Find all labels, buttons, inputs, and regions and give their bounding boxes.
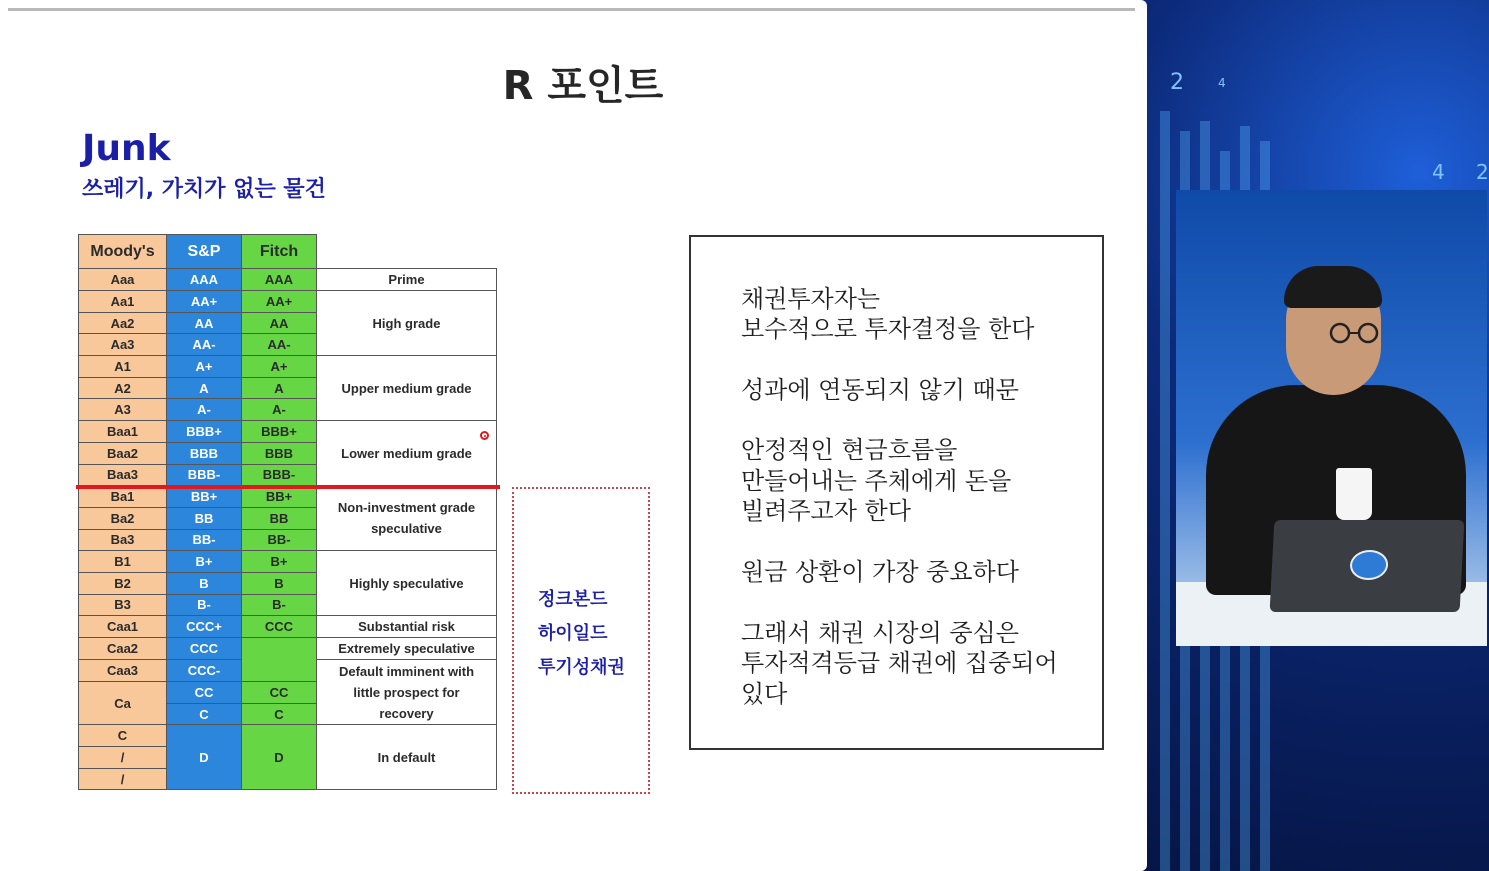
grade-cell: Prime xyxy=(317,269,497,291)
moodys-cell: Ba1 xyxy=(79,486,167,508)
grade-cell xyxy=(317,660,497,725)
header-moodys: Moody's xyxy=(79,235,167,269)
fitch-cell: CCC xyxy=(242,616,317,638)
moodys-cell: Caa3 xyxy=(79,660,167,682)
header-blank xyxy=(317,235,497,269)
moodys-cell: Baa1 xyxy=(79,421,167,443)
fitch-cell: B- xyxy=(242,594,317,616)
fitch-cell: C xyxy=(242,703,317,725)
explanation-line: 안정적인 현금흐름을 xyxy=(741,436,958,464)
sp-cell: B+ xyxy=(167,551,242,573)
laptop-logo-icon xyxy=(1349,550,1389,580)
sp-cell: D xyxy=(167,725,242,790)
grade-line: little prospect for xyxy=(353,684,460,700)
table-row xyxy=(79,291,497,313)
sp-cell: BBB- xyxy=(167,464,242,486)
fitch-cell: AA+ xyxy=(242,291,317,313)
explanation-line: 투자적격등급 채권에 집중되어 xyxy=(741,649,1058,677)
sp-cell: BB- xyxy=(167,529,242,551)
fitch-cell: BB+ xyxy=(242,486,317,508)
laser-pointer-dot xyxy=(480,431,489,440)
sp-cell: B- xyxy=(167,594,242,616)
sp-cell: AA- xyxy=(167,334,242,356)
decorative-number: 4 xyxy=(1432,160,1445,184)
junk-term: 정크본드 xyxy=(538,589,608,610)
grade-cell: Upper medium grade xyxy=(317,356,497,421)
moodys-cell: / xyxy=(79,768,167,790)
moodys-cell: Aa2 xyxy=(79,312,167,334)
junk-definition: 쓰레기, 가치가 없는 물건 xyxy=(82,177,326,202)
grade-cell: Substantial risk xyxy=(317,616,497,638)
junk-heading: Junk xyxy=(82,128,171,169)
decorative-number: 2 xyxy=(1476,160,1489,184)
fitch-cell: BBB xyxy=(242,442,317,464)
table-row xyxy=(79,725,497,747)
sp-cell: CCC xyxy=(167,638,242,660)
slide-title: R 포인트 xyxy=(502,63,664,109)
speaker-hair xyxy=(1284,266,1382,308)
sp-cell: AA xyxy=(167,312,242,334)
fitch-cell: AA xyxy=(242,312,317,334)
moodys-cell: B3 xyxy=(79,594,167,616)
credit-rating-table xyxy=(78,234,497,790)
fitch-cell: AAA xyxy=(242,269,317,291)
speaker-webcam xyxy=(1176,190,1487,646)
moodys-cell: Aa1 xyxy=(79,291,167,313)
grade-cell: High grade xyxy=(317,291,497,356)
junk-term: 하이일드 xyxy=(538,623,608,644)
sp-cell: BB+ xyxy=(167,486,242,508)
decorative-number: 4 xyxy=(1218,76,1226,90)
grade-line: Non-investment grade xyxy=(337,500,476,516)
decorative-number: 2 xyxy=(1170,70,1184,95)
moodys-cell: / xyxy=(79,747,167,769)
fitch-cell: B+ xyxy=(242,551,317,573)
moodys-cell: Baa3 xyxy=(79,464,167,486)
sp-cell: A xyxy=(167,377,242,399)
sp-cell: CCC- xyxy=(167,660,242,682)
table-row xyxy=(79,638,497,660)
moodys-cell: C xyxy=(79,725,167,747)
moodys-cell: A3 xyxy=(79,399,167,421)
grade-cell: Extremely speculative xyxy=(317,638,497,660)
junk-bond-terms-box xyxy=(512,487,650,794)
explanation-box xyxy=(689,235,1104,750)
grade-cell: Highly speculative xyxy=(317,551,497,616)
moodys-cell: B2 xyxy=(79,572,167,594)
sp-cell: A- xyxy=(167,399,242,421)
fitch-cell: BBB+ xyxy=(242,421,317,443)
sp-cell: C xyxy=(167,703,242,725)
table-row xyxy=(79,421,497,443)
sp-cell: BBB+ xyxy=(167,421,242,443)
explanation-line: 원금 상환이 가장 중요하다 xyxy=(741,558,1019,586)
fitch-cell: A xyxy=(242,377,317,399)
grade-line: recovery xyxy=(379,705,434,721)
table-row xyxy=(79,269,497,291)
moodys-cell: B1 xyxy=(79,551,167,573)
grade-line: Default imminent with xyxy=(338,663,475,679)
fitch-cell xyxy=(242,638,317,682)
moodys-cell: Aa3 xyxy=(79,334,167,356)
slide-top-border xyxy=(8,8,1135,11)
explanation-line: 보수적으로 투자결정을 한다 xyxy=(741,315,1035,343)
fitch-cell: D xyxy=(242,725,317,790)
paper-cup xyxy=(1336,468,1372,520)
decorative-bar xyxy=(1160,111,1170,871)
explanation-line: 채권투자자는 xyxy=(741,285,881,313)
moodys-cell: Ba3 xyxy=(79,529,167,551)
moodys-cell: Caa2 xyxy=(79,638,167,660)
fitch-cell: BB xyxy=(242,507,317,529)
moodys-cell: Ca xyxy=(79,682,167,725)
header-fitch: Fitch xyxy=(242,235,317,269)
grade-cell xyxy=(317,486,497,551)
glasses-icon xyxy=(1326,322,1386,344)
moodys-cell: Aaa xyxy=(79,269,167,291)
sp-cell: BB xyxy=(167,507,242,529)
explanation-line: 빌려주고자 한다 xyxy=(741,497,911,525)
header-sp: S&P xyxy=(167,235,242,269)
table-row xyxy=(79,356,497,378)
explanation-line: 만들어내는 주체에게 돈을 xyxy=(741,467,1012,495)
moodys-cell: Ba2 xyxy=(79,507,167,529)
explanation-line: 그래서 채권 시장의 중심은 xyxy=(741,619,1019,647)
sp-cell: A+ xyxy=(167,356,242,378)
moodys-cell: A1 xyxy=(79,356,167,378)
moodys-cell: Caa1 xyxy=(79,616,167,638)
sp-cell: CC xyxy=(167,682,242,704)
fitch-cell: B xyxy=(242,572,317,594)
moodys-cell: Baa2 xyxy=(79,442,167,464)
fitch-cell: A- xyxy=(242,399,317,421)
fitch-cell: A+ xyxy=(242,356,317,378)
grade-line: speculative xyxy=(371,521,442,537)
sp-cell: AAA xyxy=(167,269,242,291)
fitch-cell: BB- xyxy=(242,529,317,551)
moodys-cell: A2 xyxy=(79,377,167,399)
explanation-line: 성과에 연동되지 않기 때문 xyxy=(741,376,1019,404)
sp-cell: BBB xyxy=(167,442,242,464)
grade-cell: Lower medium grade xyxy=(317,421,497,486)
investment-grade-divider xyxy=(76,485,500,489)
grade-cell: In default xyxy=(317,725,497,790)
sp-cell: B xyxy=(167,572,242,594)
fitch-cell: CC xyxy=(242,682,317,704)
sp-cell: CCC+ xyxy=(167,616,242,638)
fitch-cell: AA- xyxy=(242,334,317,356)
laptop xyxy=(1270,520,1465,612)
sp-cell: AA+ xyxy=(167,291,242,313)
explanation-line: 있다 xyxy=(741,680,788,708)
table-row xyxy=(79,616,497,638)
fitch-cell: BBB- xyxy=(242,464,317,486)
table-row xyxy=(79,551,497,573)
junk-term: 투기성채권 xyxy=(538,657,625,678)
